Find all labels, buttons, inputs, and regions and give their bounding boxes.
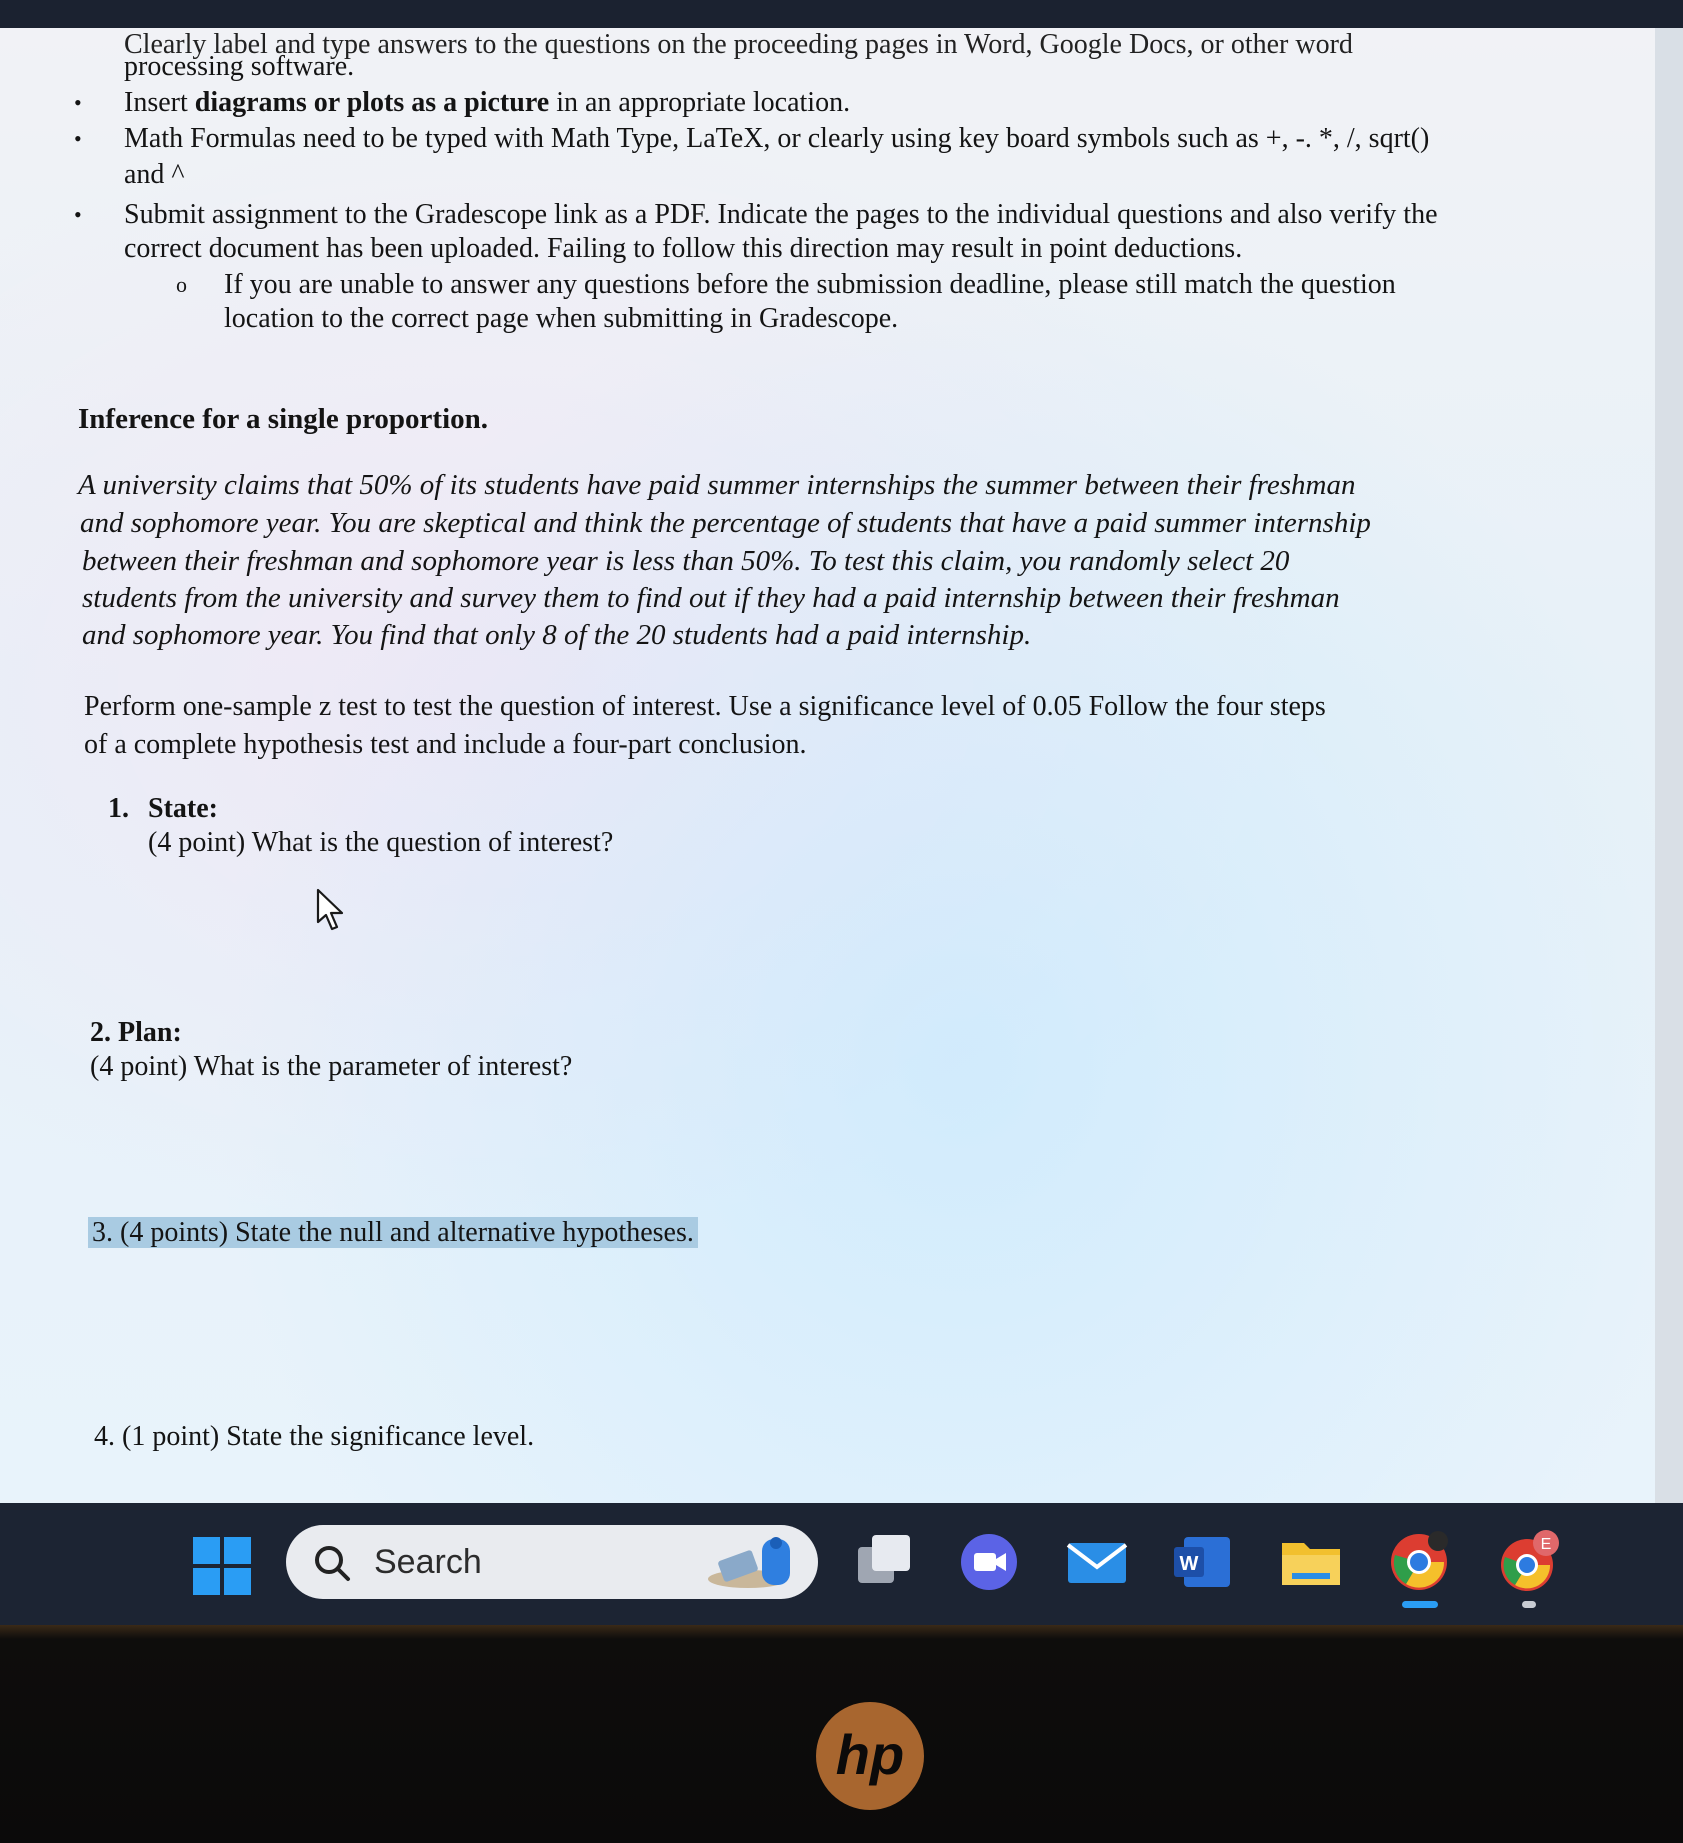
- bullet-marker: •: [74, 126, 82, 151]
- chrome-profile-open-indicator: [1522, 1601, 1536, 1608]
- windows-start-icon[interactable]: [193, 1537, 251, 1595]
- section-title: Inference for a single proportion.: [78, 403, 489, 435]
- intro-line-1: processing software.: [124, 51, 355, 82]
- hp-logo: [812, 1698, 928, 1814]
- instructions-line-1: Perform one-sample z test to test the question of interest. Use a significance level of 0.05 Follow the four steps: [84, 691, 1326, 722]
- intro-line-2-pre: Insert: [124, 87, 195, 118]
- instructions-line-2: of a complete hypothesis test and include a four-part conclusion.: [84, 729, 807, 760]
- mail-icon[interactable]: [1064, 1529, 1130, 1595]
- mouse-pointer-icon: [316, 888, 346, 932]
- file-explorer-icon[interactable]: [1278, 1529, 1344, 1595]
- search-icon: [312, 1543, 352, 1583]
- intro-line-2-bold: diagrams or plots as a picture: [194, 87, 550, 118]
- intro-line-4: and ^: [124, 159, 185, 190]
- scenario-line-5: and sophomore year. You find that only 8 of the 20 students had a paid internship.: [82, 619, 1032, 651]
- intro-line-7: If you are unable to answer any questions before the submission deadline, please still match the question: [224, 269, 1396, 300]
- scenario-line-4: students from the university and survey them to find out if they had a paid internship between their freshman: [82, 582, 1340, 614]
- scenario-line-3: between their freshman and sophomore year is less than 50%. To test this claim, you randomly select 20: [82, 545, 1290, 577]
- step-2-question: (4 point) What is the parameter of interest?: [90, 1051, 573, 1082]
- scenario-line-2: and sophomore year. You are skeptical and think the percentage of students that have a paid summer internship: [80, 507, 1371, 539]
- intro-line-8: location to the correct page when submitting in Gradescope.: [224, 303, 899, 334]
- step-1-question: (4 point) What is the question of interest?: [148, 827, 614, 858]
- intro-line-6: correct document has been uploaded. Failing to follow this direction may result in point deductions.: [124, 233, 1243, 264]
- intro-line-5: Submit assignment to the Gradescope link as a PDF. Indicate the pages to the individual questions and also verify the: [124, 199, 1438, 230]
- step-3-highlighted-text: 3. (4 points) State the null and alternative hypotheses.: [88, 1217, 698, 1248]
- chrome-profile-icon[interactable]: [1494, 1529, 1560, 1595]
- step-1-number: 1.: [108, 793, 129, 824]
- search-label: Search: [374, 1543, 482, 1581]
- bullet-marker: •: [74, 90, 82, 115]
- chrome-active-indicator: [1402, 1601, 1438, 1608]
- step-4-question: 4. (1 point) State the significance level.: [94, 1421, 535, 1452]
- scenario-line-1: A university claims that 50% of its students have paid summer internships the summer between their freshman: [78, 469, 1356, 501]
- chrome-profile-badge: E: [1540, 1536, 1552, 1553]
- chrome-icon[interactable]: [1386, 1529, 1452, 1595]
- taskbar-search-box[interactable]: [286, 1525, 818, 1599]
- word-app-letter: W: [1179, 1553, 1199, 1575]
- word-app-icon[interactable]: [1170, 1529, 1236, 1595]
- document-page: [0, 28, 1655, 1503]
- hp-logo-text: hp: [835, 1723, 905, 1786]
- bullet-marker: •: [74, 202, 82, 227]
- intro-line-2-post: in an appropriate location.: [549, 87, 851, 118]
- intro-line-3: Math Formulas need to be typed with Math Type, LaTeX, or clearly using key board symbols such as +, -. *, /, sqrt(): [124, 123, 1430, 154]
- cut-off-instruction-line: Clearly label and type answers to the questions on the proceeding pages in Word, Google Docs, or other word: [124, 29, 1353, 60]
- document-scroll-area[interactable]: [1655, 28, 1683, 1503]
- step-3-question: [88, 1216, 698, 1250]
- step-2-title: 2. Plan:: [90, 1017, 182, 1048]
- windows-taskbar: [0, 1503, 1683, 1625]
- intro-line-2: [124, 86, 850, 120]
- sub-bullet-marker: o: [176, 272, 187, 297]
- step-1-title: State:: [148, 793, 218, 824]
- teams-meet-icon[interactable]: [956, 1529, 1022, 1595]
- search-highlight-illustration-icon: [698, 1533, 808, 1593]
- task-view-icon[interactable]: [852, 1529, 918, 1595]
